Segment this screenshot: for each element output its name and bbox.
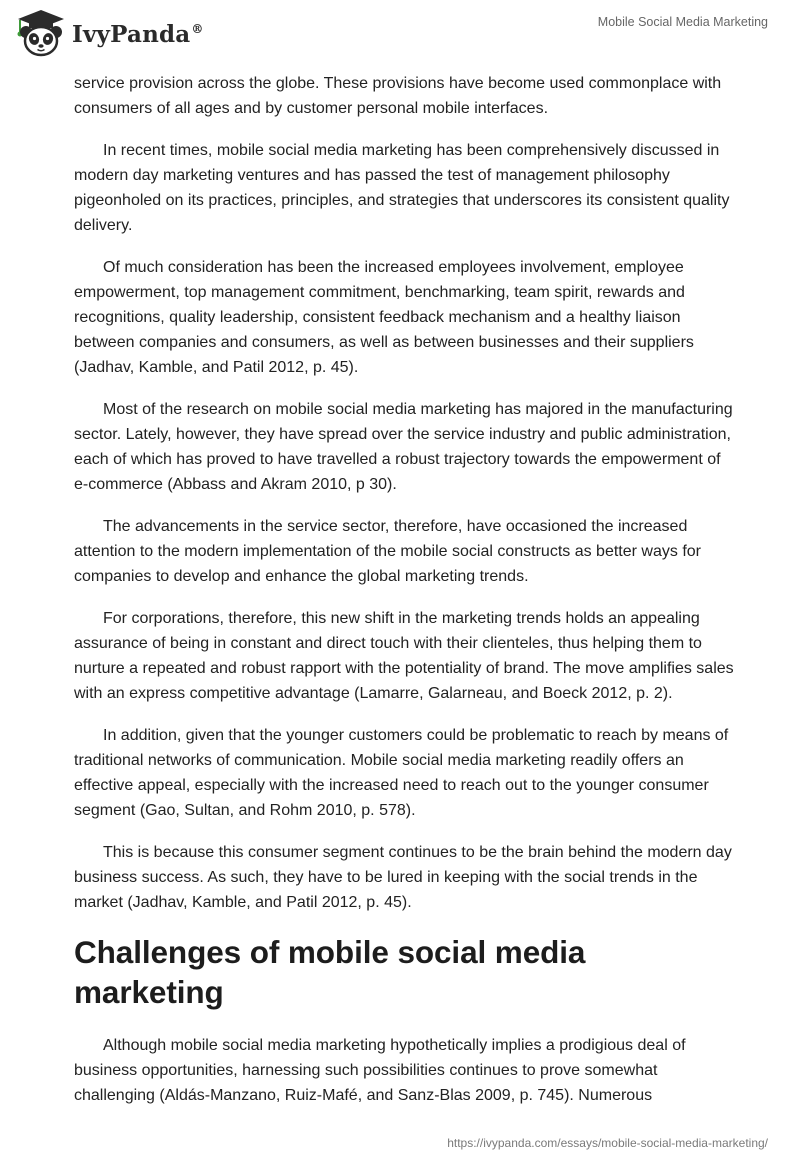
paragraph: Although mobile social media marketing hypothetically implies a prodigious deal of business opportunities, harnessing such possibilities continues to prove somewhat challenging (Aldás-Manzano, Ruiz-Mafé, and Sanz-Blas 2009, p. 745). Numerous	[74, 1037, 686, 1104]
section-heading: Challenges of mobile social media marketing	[74, 934, 586, 1010]
paragraph: In addition, given that the younger customers could be problematic to reach by means of traditional networks of communication. Mobile social media marketing readily offers an effective appeal, especially with the increased need to reach out to the younger consumer segment (Gao, Sultan, and Rohm 2010, p. 578).	[74, 727, 729, 819]
paragraph: service provision across the globe. These provisions have become used commonplace with consumers of all ages and by customer personal mobile interfaces.	[74, 75, 722, 117]
document-title: Mobile Social Media Marketing	[597, 15, 768, 29]
paragraph: Of much consideration has been the increased employees involvement, employee empowerment, top management commitment, benchmarking, team spirit, rewards and recognitions, quality leadership, consistent feedback mechanism and a healthy liaison between companies and consumers, as well as between businesses and their suppliers (Jadhav, Kamble, and Patil 2012, p. 45).	[74, 259, 694, 376]
registered-mark: ®	[191, 21, 204, 36]
paragraph: The advancements in the service sector, therefore, have occasioned the increased attention to the modern implementation of the mobile social constructs as better ways for companies to develop and enhance the global marketing trends.	[74, 518, 701, 585]
source-url[interactable]: https://ivypanda.com/essays/mobile-social-media-marketing/	[447, 1136, 768, 1150]
ivypanda-logo[interactable]	[14, 8, 204, 58]
paragraph: In recent times, mobile social media marketing has been comprehensively discussed in modern day marketing ventures and has passed the test of management philosophy pigeonholed on its practices, principles, and strategies that underscores its consistent quality delivery.	[74, 142, 730, 234]
paragraph: Most of the research on mobile social media marketing has majored in the manufacturing sector. Lately, however, they have spread over the service industry and public administration, each of which has proved to have travelled a robust trajectory towards the empowerment of e-commerce (Abbass and Akram 2010, p 30).	[74, 401, 733, 493]
brand-name: IvyPanda®	[72, 20, 204, 48]
paragraph: This is because this consumer segment continues to be the brain behind the modern day business success. As such, they have to be lured in keeping with the social trends in the market (Jadhav, Kamble, and Patil 2012, p. 45).	[74, 844, 732, 911]
page-header	[0, 0, 800, 70]
panda-graduate-icon	[14, 8, 68, 58]
essay-content	[74, 71, 734, 1125]
paragraph: For corporations, therefore, this new shift in the marketing trends holds an appealing assurance of being in constant and direct touch with their clienteles, thus helping them to nurture a repeated and robust rapport with the potentiality of brand. The move amplifies sales with an express competitive advantage (Lamarre, Galarneau, and Boeck 2012, p. 2).	[74, 610, 734, 702]
